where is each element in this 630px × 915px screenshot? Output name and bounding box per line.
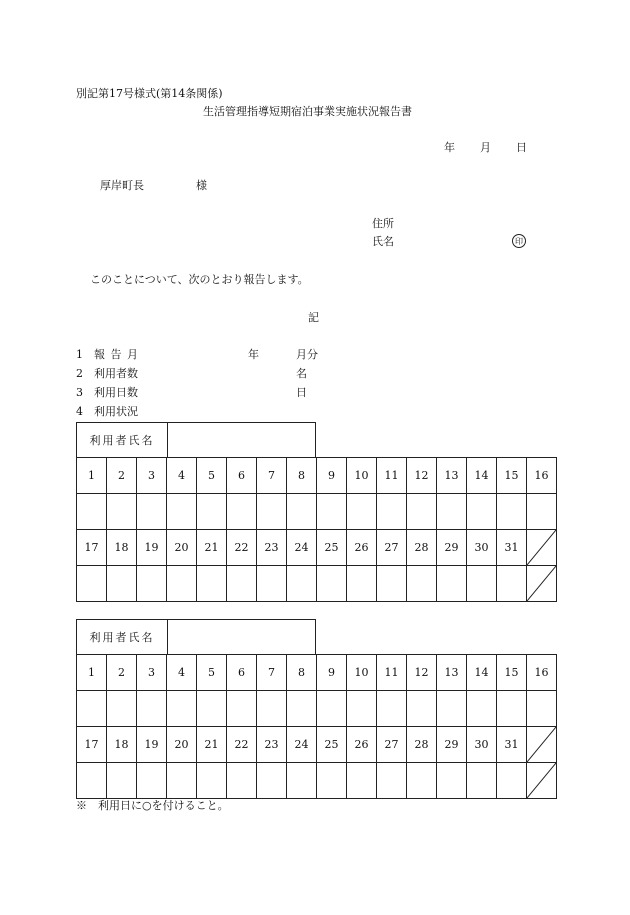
mark-cell[interactable] [257,763,287,799]
day-cell: 24 [287,530,317,566]
day-cell: 4 [167,655,197,691]
day-number-row-2 [77,530,557,566]
mark-cell[interactable] [107,494,137,530]
mark-cell[interactable] [407,566,437,602]
day-cell: 31 [497,530,527,566]
mark-row-1 [77,494,557,530]
mark-cell[interactable] [77,566,107,602]
mark-cell[interactable] [467,763,497,799]
item-label: 利用状況 [94,405,138,418]
item-label: 利用者数 [94,367,138,380]
mark-cell[interactable] [137,494,167,530]
mark-cell[interactable] [317,566,347,602]
day-cell: 22 [227,530,257,566]
item-number: 2 [76,367,83,380]
mark-cell[interactable] [377,763,407,799]
day-cell: 2 [107,458,137,494]
mark-cell[interactable] [317,494,347,530]
mark-cell[interactable] [467,566,497,602]
day-cell: 11 [377,458,407,494]
day-cell: 5 [197,655,227,691]
day-cell: 18 [107,530,137,566]
mark-cell[interactable] [287,763,317,799]
day-cell: 10 [347,655,377,691]
day-cell: 7 [257,458,287,494]
day-cell: 7 [257,655,287,691]
day-cell: 19 [137,530,167,566]
day-cell: 28 [407,727,437,763]
mark-cell[interactable] [527,494,557,530]
item-number: 4 [76,405,83,418]
seal-mark: 印 [512,234,526,248]
mark-cell[interactable] [137,763,167,799]
mark-cell[interactable] [437,494,467,530]
day-cell: 8 [287,655,317,691]
user-name-box-2 [76,619,316,654]
day-cell: 1 [77,458,107,494]
day-cell: 26 [347,727,377,763]
mark-cell[interactable] [287,566,317,602]
day-cell: 24 [287,727,317,763]
mark-cell[interactable] [437,691,467,727]
mark-cell[interactable] [467,691,497,727]
diagonal-cell [527,727,557,763]
day-cell: 9 [317,458,347,494]
mark-cell[interactable] [167,566,197,602]
mark-cell[interactable] [107,763,137,799]
mark-cell[interactable] [347,494,377,530]
day-cell: 12 [407,655,437,691]
mark-cell[interactable] [317,691,347,727]
user-name-label: 利用者氏名 [77,620,168,654]
addressee-name: 厚岸町長 [100,179,144,192]
mark-cell[interactable] [257,494,287,530]
mark-cell[interactable] [227,691,257,727]
item-unit: 日 [296,386,307,399]
mark-cell[interactable] [167,763,197,799]
day-cell: 30 [467,727,497,763]
day-cell: 28 [407,530,437,566]
item-label: 報 告 月 [94,348,139,361]
mark-cell[interactable] [497,566,527,602]
item-label: 利用日数 [94,386,138,399]
mark-cell[interactable] [437,763,467,799]
mark-cell[interactable] [317,763,347,799]
mark-cell[interactable] [407,763,437,799]
day-cell: 11 [377,655,407,691]
day-cell: 13 [437,458,467,494]
day-cell: 29 [437,727,467,763]
mark-cell[interactable] [167,691,197,727]
mark-cell[interactable] [77,494,107,530]
mark-cell[interactable] [227,494,257,530]
mark-cell[interactable] [437,566,467,602]
usage-calendar-2 [76,654,557,799]
mark-cell[interactable] [197,566,227,602]
day-cell: 20 [167,530,197,566]
day-cell: 3 [137,655,167,691]
day-cell: 31 [497,727,527,763]
addressee-honorific: 様 [196,179,207,192]
form-number: 別記第17号様式(第14条関係) [76,87,223,100]
day-cell: 20 [167,727,197,763]
mark-cell[interactable] [347,691,377,727]
day-number-row-2 [77,727,557,763]
mark-cell[interactable] [137,566,167,602]
diagonal-cell [527,763,557,799]
day-cell: 15 [497,655,527,691]
diagonal-cell [527,530,557,566]
mark-cell[interactable] [467,494,497,530]
day-cell: 21 [197,727,227,763]
mark-cell[interactable] [77,763,107,799]
mark-cell[interactable] [257,691,287,727]
mark-cell[interactable] [377,691,407,727]
mark-cell[interactable] [527,691,557,727]
day-cell: 23 [257,530,287,566]
address-label: 住所 [372,217,394,230]
item-unit-month: 月分 [296,348,318,361]
day-cell: 16 [527,655,557,691]
footnote: ※ 利用日に○を付けること。 [76,799,229,812]
usage-calendar-1 [76,457,557,602]
mark-cell[interactable] [287,494,317,530]
day-cell: 16 [527,458,557,494]
day-cell: 1 [77,655,107,691]
ki-heading: 記 [308,311,319,324]
day-number-row-1 [77,458,557,494]
day-cell: 13 [437,655,467,691]
mark-cell[interactable] [347,763,377,799]
mark-cell[interactable] [227,566,257,602]
date-day: 日 [516,141,527,154]
day-cell: 27 [377,727,407,763]
day-cell: 14 [467,655,497,691]
day-cell: 25 [317,727,347,763]
day-cell: 14 [467,458,497,494]
date-year: 年 [444,141,455,154]
document-title: 生活管理指導短期宿泊事業実施状況報告書 [203,105,412,118]
day-cell: 3 [137,458,167,494]
date-month: 月 [480,141,491,154]
day-cell: 6 [227,458,257,494]
item-unit-year: 年 [248,348,259,361]
user-name-label: 利用者氏名 [77,423,168,457]
mark-cell[interactable] [287,691,317,727]
day-cell: 6 [227,655,257,691]
day-number-row-1 [77,655,557,691]
mark-cell[interactable] [377,566,407,602]
day-cell: 2 [107,655,137,691]
mark-cell[interactable] [347,566,377,602]
mark-row-2 [77,763,557,799]
item-number: 1 [76,348,83,361]
day-cell: 17 [77,530,107,566]
mark-cell[interactable] [257,566,287,602]
day-cell: 23 [257,727,287,763]
mark-cell[interactable] [197,763,227,799]
mark-cell[interactable] [497,691,527,727]
mark-cell[interactable] [167,494,197,530]
mark-cell[interactable] [227,763,257,799]
day-cell: 22 [227,727,257,763]
day-cell: 12 [407,458,437,494]
mark-cell[interactable] [407,691,437,727]
day-cell: 4 [167,458,197,494]
user-name-box-1 [76,422,316,457]
intro-text: このことについて、次のとおり報告します。 [90,273,309,286]
mark-cell[interactable] [107,566,137,602]
day-cell: 27 [377,530,407,566]
diagonal-cell [527,566,557,602]
item-unit: 名 [296,367,307,380]
day-cell: 29 [437,530,467,566]
name-label: 氏名 [372,235,394,248]
day-cell: 26 [347,530,377,566]
day-cell: 19 [137,727,167,763]
mark-row-1 [77,691,557,727]
mark-cell[interactable] [137,691,167,727]
mark-cell[interactable] [107,691,137,727]
day-cell: 25 [317,530,347,566]
day-cell: 17 [77,727,107,763]
day-cell: 8 [287,458,317,494]
mark-cell[interactable] [377,494,407,530]
day-cell: 21 [197,530,227,566]
day-cell: 18 [107,727,137,763]
mark-cell[interactable] [197,494,227,530]
mark-cell[interactable] [497,494,527,530]
mark-cell[interactable] [407,494,437,530]
day-cell: 10 [347,458,377,494]
mark-cell[interactable] [77,691,107,727]
day-cell: 15 [497,458,527,494]
mark-row-2 [77,566,557,602]
mark-cell[interactable] [497,763,527,799]
item-number: 3 [76,386,83,399]
day-cell: 5 [197,458,227,494]
day-cell: 9 [317,655,347,691]
mark-cell[interactable] [197,691,227,727]
day-cell: 30 [467,530,497,566]
